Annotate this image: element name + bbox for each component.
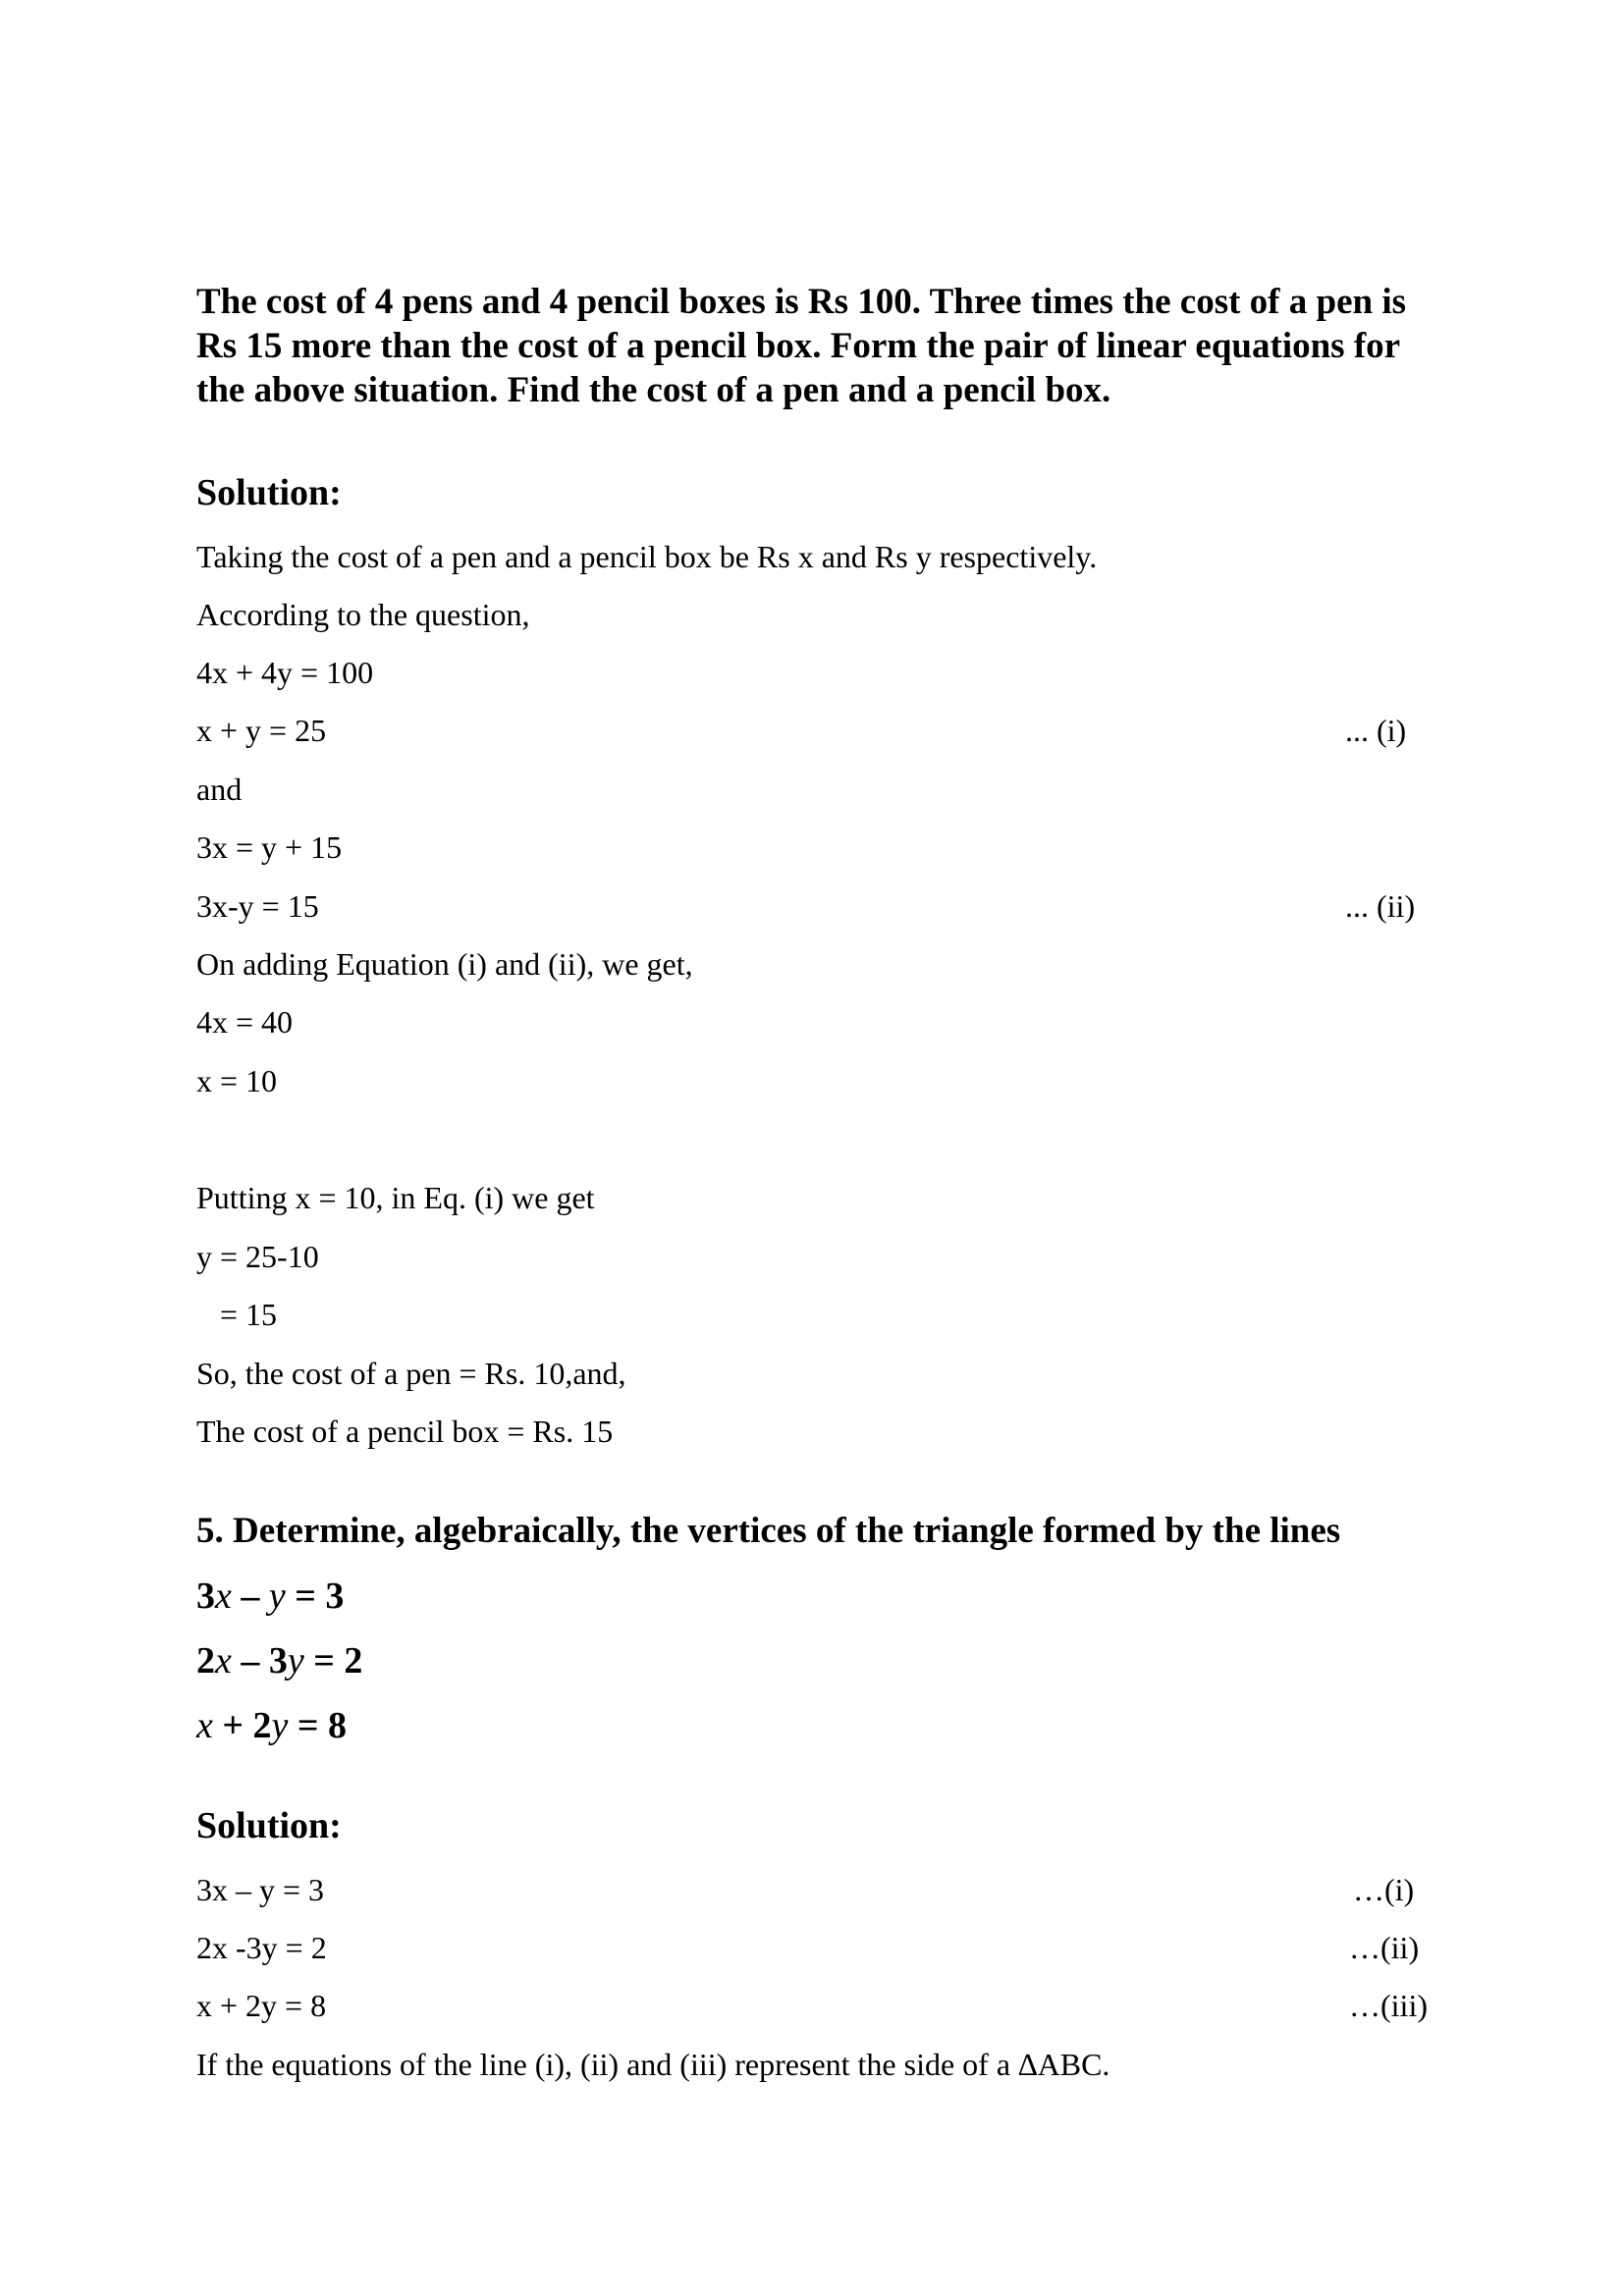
solution-4-line: On adding Equation (i) and (ii), we get, — [196, 946, 693, 982]
solution-4-line: 3x-y = 15 — [196, 888, 319, 924]
solution-4-line: The cost of a pencil box = Rs. 15 — [196, 1414, 614, 1449]
solution-5-line: 2x -3y = 2 — [196, 1930, 327, 1965]
solution-4-line: = 15 — [196, 1297, 278, 1332]
solution-5-line: x + 2y = 8 — [196, 1988, 327, 2023]
solution-4-line: So, the cost of a pen = Rs. 10,and, — [196, 1356, 626, 1391]
solution-5-line: 3x – y = 3 — [196, 1872, 325, 1907]
solution-4-line: According to the question, — [196, 597, 530, 632]
question-5-equation-2: 2x – 3y = 2 — [196, 1640, 363, 1682]
question-4-text: The cost of 4 pens and 4 pencil boxes is Rs 100. Three times the cost of a pen is Rs 15 more than the cost of a pencil box. Form the pair of linear equations for the above situation. Find the cost of a pen and a pencil box. — [196, 282, 1407, 410]
solution-5-line: If the equations of the line (i), (ii) and (iii) represent the side of a ∆ABC. — [196, 2047, 1110, 2082]
solution-4-line: 4x = 40 — [196, 1004, 294, 1040]
equation-tag: …(i) — [1353, 1872, 1415, 1907]
equation-tag: ... (ii) — [1345, 888, 1416, 924]
equation-tag: …(iii) — [1349, 1988, 1428, 2023]
equation-tag: ... (i) — [1345, 713, 1407, 748]
equation-tag: …(ii) — [1349, 1930, 1420, 1965]
solution-4-line: x + y = 25 — [196, 713, 327, 748]
solution-4-line: 3x = y + 15 — [196, 829, 343, 865]
question-5-equation-3: x + 2y = 8 — [196, 1705, 348, 1746]
solution-4-line: Putting x = 10, in Eq. (i) we get — [196, 1180, 595, 1215]
question-5-equation-1: 3x – y = 3 — [196, 1575, 345, 1617]
solution-4-line: and — [196, 772, 243, 807]
solution-4-heading: Solution: — [196, 472, 342, 513]
solution-4-line: y = 25-10 — [196, 1239, 319, 1274]
solution-4-line: x = 10 — [196, 1063, 278, 1098]
solution-5-heading: Solution: — [196, 1805, 342, 1846]
solution-4-line: Taking the cost of a pen and a pencil box be Rs x and Rs y respectively. — [196, 539, 1098, 574]
question-5-text: 5. Determine, algebraically, the vertices of the triangle formed by the lines — [196, 1511, 1341, 1551]
solution-4-line: 4x + 4y = 100 — [196, 655, 374, 690]
